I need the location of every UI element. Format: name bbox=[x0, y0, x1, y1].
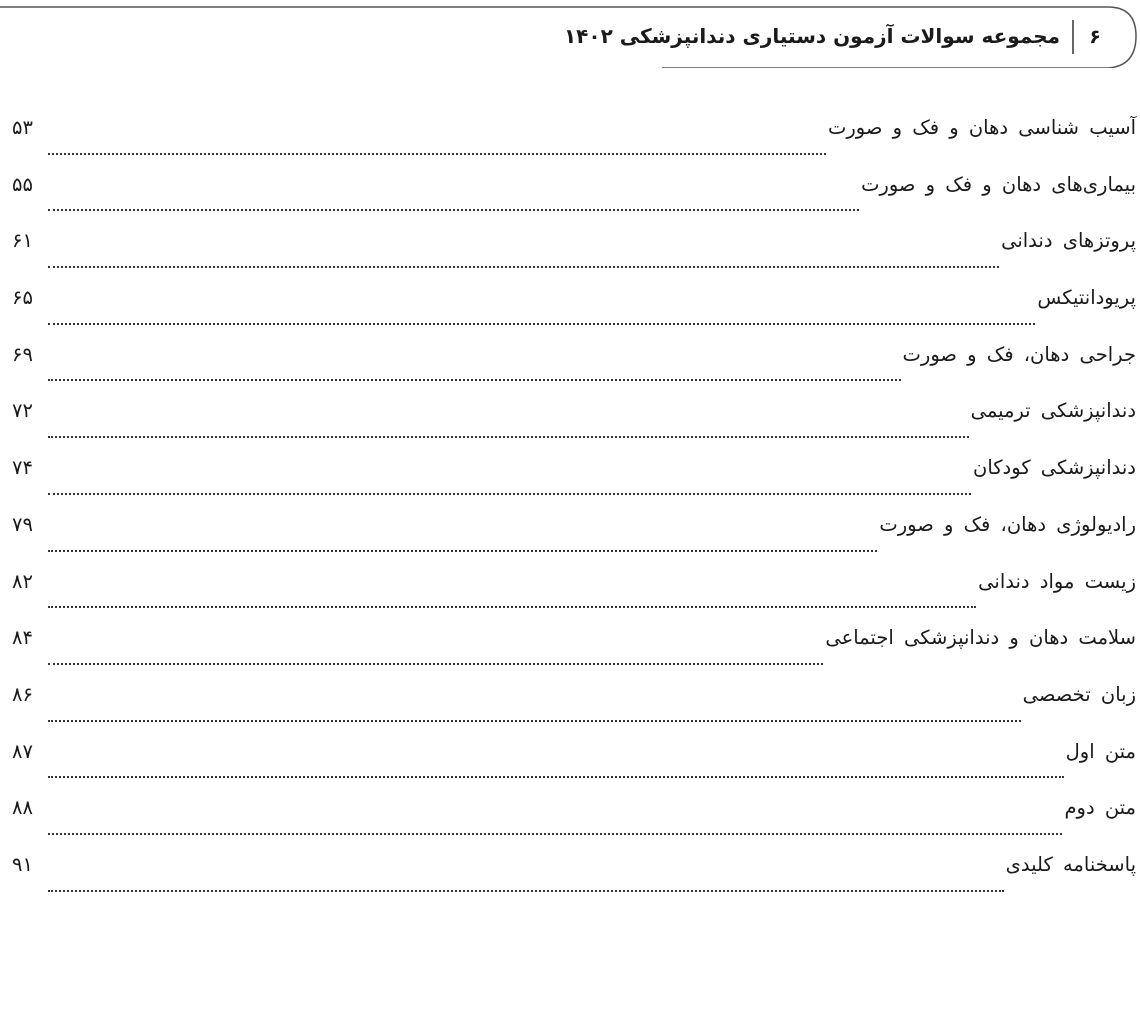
toc-entry[interactable] bbox=[12, 675, 1136, 732]
toc-entry-title: رادیولوژی دهان، فک و صورت bbox=[879, 512, 1136, 536]
toc-entry-page-number: ۷۲ bbox=[12, 399, 33, 423]
toc-dot-leader bbox=[48, 266, 999, 268]
toc-entry[interactable] bbox=[12, 505, 1136, 562]
toc-entry-title: متن دوم bbox=[1064, 796, 1136, 820]
toc-entry-page-number: ۸۷ bbox=[12, 739, 33, 763]
toc-entry-title: متن اول bbox=[1065, 739, 1136, 763]
toc-dot-leader bbox=[48, 833, 1062, 835]
toc-entry[interactable] bbox=[12, 335, 1136, 392]
toc-dot-leader bbox=[48, 776, 1064, 778]
toc-dot-leader bbox=[48, 379, 901, 381]
toc-entry-page-number: ۶۱ bbox=[12, 229, 33, 253]
toc-entry-title: سلامت دهان و دندانپزشکی اجتماعی bbox=[825, 626, 1136, 650]
toc-entry[interactable] bbox=[12, 221, 1136, 278]
toc-entry-page-number: ۶۵ bbox=[12, 286, 33, 310]
header-page-number: ۶ bbox=[1089, 26, 1101, 48]
toc-entry[interactable] bbox=[12, 732, 1136, 789]
toc-entry-page-number: ۵۳ bbox=[12, 116, 33, 139]
toc-entry[interactable] bbox=[12, 618, 1136, 675]
toc-entry-page-number: ۶۹ bbox=[12, 342, 33, 366]
toc-entry[interactable] bbox=[12, 448, 1136, 505]
toc-entry-page-number: ۹۱ bbox=[12, 852, 33, 876]
toc-entry-title: بیماری‌های دهان و فک و صورت bbox=[861, 172, 1136, 196]
toc-entry-title: زبان تخصصی bbox=[1022, 682, 1136, 706]
toc-entry-title: پروتزهای دندانی bbox=[1001, 229, 1136, 253]
toc-entry-title: جراحی دهان، فک و صورت bbox=[902, 342, 1136, 366]
toc-dot-leader bbox=[48, 606, 976, 608]
toc-dot-leader bbox=[48, 720, 1021, 722]
toc-entry[interactable] bbox=[12, 788, 1136, 845]
toc-entry-title: پریودانتیکس bbox=[1037, 286, 1136, 310]
toc-entry-title: پاسخنامه کلیدی bbox=[1005, 852, 1136, 876]
toc-dot-leader bbox=[48, 323, 1035, 325]
toc-entry-title: زیست مواد دندانی bbox=[978, 569, 1136, 593]
toc-dot-leader bbox=[48, 550, 877, 552]
toc-entry[interactable] bbox=[12, 278, 1136, 335]
toc-entry[interactable] bbox=[12, 165, 1136, 222]
toc-entry[interactable] bbox=[12, 562, 1136, 619]
toc-entry-page-number: ۷۹ bbox=[12, 512, 33, 536]
toc-entry-page-number: ۷۴ bbox=[12, 456, 33, 480]
page-header bbox=[0, 6, 1140, 68]
toc-dot-leader bbox=[48, 493, 971, 495]
toc-entry-page-number: ۸۸ bbox=[12, 796, 33, 820]
toc-dot-leader bbox=[48, 890, 1004, 892]
header-title: مجموعه سوالات آزمون دستیاری دندانپزشکی ۱۴۰۲ bbox=[563, 24, 1060, 48]
toc-entry[interactable] bbox=[12, 108, 1136, 165]
toc-dot-leader bbox=[48, 209, 859, 211]
toc-entry-page-number: ۸۲ bbox=[12, 569, 33, 593]
toc-dot-leader bbox=[48, 663, 823, 665]
toc-dot-leader bbox=[48, 153, 826, 155]
toc-entry-title: دندانپزشکی ترمیمی bbox=[970, 399, 1136, 423]
toc-entry[interactable] bbox=[12, 845, 1136, 902]
table-of-contents bbox=[12, 108, 1136, 902]
toc-dot-leader bbox=[48, 436, 969, 438]
toc-entry[interactable] bbox=[12, 391, 1136, 448]
toc-entry-page-number: ۸۴ bbox=[12, 626, 33, 650]
toc-entry-title: آسیب شناسی دهان و فک و صورت bbox=[828, 116, 1136, 139]
toc-entry-page-number: ۸۶ bbox=[12, 682, 33, 706]
toc-entry-page-number: ۵۵ bbox=[12, 172, 33, 196]
toc-entry-title: دندانپزشکی کودکان bbox=[973, 456, 1136, 480]
